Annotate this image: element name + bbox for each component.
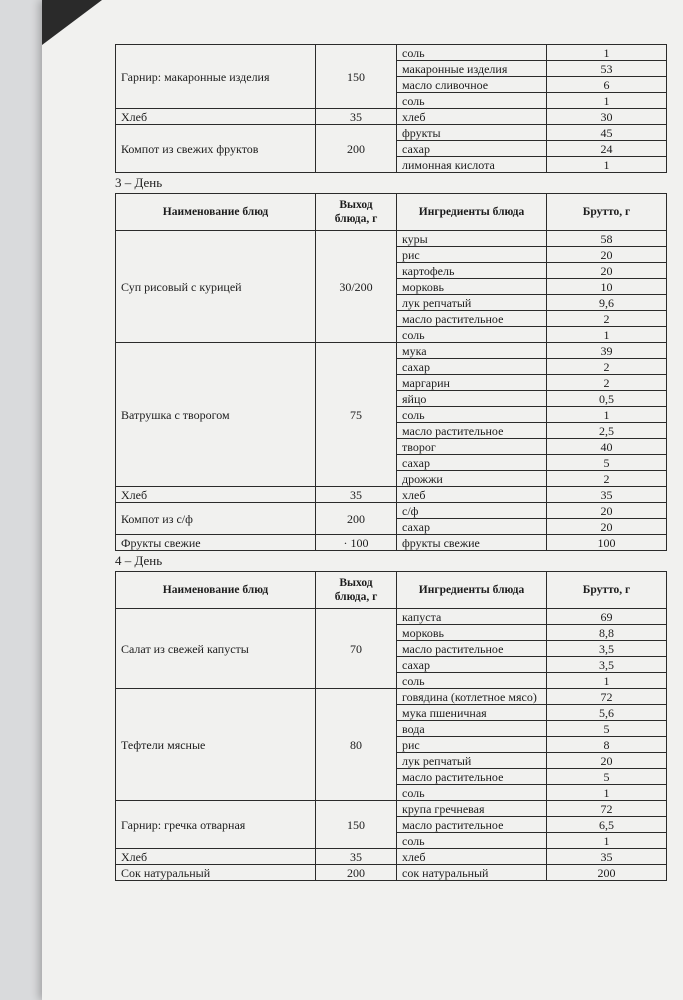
- day-3-title: 3 – День: [115, 175, 163, 190]
- dish-name: Хлеб: [116, 849, 316, 865]
- dish-name: Фрукты свежие: [116, 535, 316, 551]
- table-row: [116, 125, 667, 141]
- ingredient-brutto: 9,6: [547, 295, 667, 311]
- ingredient-name: соль: [397, 407, 547, 423]
- ingredient-brutto: 35: [547, 849, 667, 865]
- ingredient-name: творог: [397, 439, 547, 455]
- ingredient-name: фрукты свежие: [397, 535, 547, 551]
- ingredient-brutto: 30: [547, 109, 667, 125]
- ingredient-name: дрожжи: [397, 471, 547, 487]
- dish-output: 35: [316, 849, 397, 865]
- ingredient-brutto: 2: [547, 311, 667, 327]
- page-corner-shadow: [42, 0, 102, 45]
- ingredient-name: сок натуральный: [397, 865, 547, 881]
- ingredient-name: лук репчатый: [397, 753, 547, 769]
- header-ingredients: Ингредиенты блюда: [397, 572, 547, 609]
- ingredient-name: маргарин: [397, 375, 547, 391]
- ingredient-brutto: 3,5: [547, 657, 667, 673]
- dish-output: 35: [316, 487, 397, 503]
- ingredient-name: сахар: [397, 657, 547, 673]
- ingredient-name: крупа гречневая: [397, 801, 547, 817]
- table-row: [116, 231, 667, 247]
- ingredient-name: сахар: [397, 141, 547, 157]
- ingredient-brutto: 5: [547, 769, 667, 785]
- ingredient-brutto: 2: [547, 471, 667, 487]
- ingredient-brutto: 3,5: [547, 641, 667, 657]
- ingredient-brutto: 20: [547, 247, 667, 263]
- ingredient-brutto: 0,5: [547, 391, 667, 407]
- dish-output: 200: [316, 125, 397, 173]
- dish-name: Суп рисовый с курицей: [116, 231, 316, 343]
- ingredient-brutto: 1: [547, 327, 667, 343]
- ingredient-brutto: 1: [547, 93, 667, 109]
- ingredient-brutto: 20: [547, 519, 667, 535]
- ingredient-brutto: 5: [547, 721, 667, 737]
- dish-name: Хлеб: [116, 487, 316, 503]
- ingredient-name: соль: [397, 673, 547, 689]
- ingredient-name: соль: [397, 93, 547, 109]
- table-header-row: [116, 194, 667, 231]
- dish-output: 30/200: [316, 231, 397, 343]
- ingredient-brutto: 35: [547, 487, 667, 503]
- ingredient-brutto: 20: [547, 753, 667, 769]
- table-row: [116, 609, 667, 625]
- header-output: Выход блюда, г: [316, 572, 397, 609]
- table-top-block: [115, 44, 667, 173]
- dish-name: Компот из свежих фруктов: [116, 125, 316, 173]
- ingredient-name: яйцо: [397, 391, 547, 407]
- ingredient-name: соль: [397, 833, 547, 849]
- ingredient-name: картофель: [397, 263, 547, 279]
- table-row: [116, 343, 667, 359]
- ingredient-brutto: 8: [547, 737, 667, 753]
- ingredient-name: лук репчатый: [397, 295, 547, 311]
- ingredient-name: хлеб: [397, 849, 547, 865]
- table-row: [116, 45, 667, 61]
- ingredient-brutto: 72: [547, 689, 667, 705]
- dish-output: 150: [316, 45, 397, 109]
- table-row: [116, 689, 667, 705]
- table-row: [116, 865, 667, 881]
- ingredient-brutto: 1: [547, 157, 667, 173]
- table-day-4: [115, 571, 667, 881]
- ingredient-brutto: 5: [547, 455, 667, 471]
- dish-output: 80: [316, 689, 397, 801]
- ingredient-brutto: 72: [547, 801, 667, 817]
- ingredient-brutto: 200: [547, 865, 667, 881]
- ingredient-name: масло растительное: [397, 817, 547, 833]
- ingredient-name: мука пшеничная: [397, 705, 547, 721]
- ingredient-name: мука: [397, 343, 547, 359]
- dish-name: Сок натуральный: [116, 865, 316, 881]
- dish-name: Тефтели мясные: [116, 689, 316, 801]
- ingredient-brutto: 45: [547, 125, 667, 141]
- table-row: [116, 487, 667, 503]
- ingredient-brutto: 6: [547, 77, 667, 93]
- header-dish: Наименование блюд: [116, 572, 316, 609]
- ingredient-brutto: 2: [547, 375, 667, 391]
- dish-output: 35: [316, 109, 397, 125]
- table-day-3: [115, 193, 667, 551]
- ingredient-brutto: 53: [547, 61, 667, 77]
- ingredient-name: масло растительное: [397, 769, 547, 785]
- ingredient-name: вода: [397, 721, 547, 737]
- dish-name: Ватрушка с творогом: [116, 343, 316, 487]
- ingredient-name: куры: [397, 231, 547, 247]
- dish-name: Салат из свежей капусты: [116, 609, 316, 689]
- ingredient-brutto: 58: [547, 231, 667, 247]
- table-header-row: [116, 572, 667, 609]
- ingredient-brutto: 1: [547, 673, 667, 689]
- ingredient-brutto: 20: [547, 503, 667, 519]
- ingredient-brutto: 100: [547, 535, 667, 551]
- dish-name: Компот из с/ф: [116, 503, 316, 535]
- ingredient-name: морковь: [397, 279, 547, 295]
- ingredient-name: рис: [397, 247, 547, 263]
- ingredient-name: лимонная кислота: [397, 157, 547, 173]
- ingredient-name: масло растительное: [397, 311, 547, 327]
- table-row: [116, 535, 667, 551]
- menu-content: [115, 44, 666, 881]
- dish-output: 200: [316, 865, 397, 881]
- ingredient-name: капуста: [397, 609, 547, 625]
- ingredient-name: сахар: [397, 359, 547, 375]
- ingredient-brutto: 6,5: [547, 817, 667, 833]
- ingredient-brutto: 1: [547, 45, 667, 61]
- ingredient-brutto: 39: [547, 343, 667, 359]
- ingredient-brutto: 1: [547, 407, 667, 423]
- ingredient-name: масло растительное: [397, 423, 547, 439]
- ingredient-name: хлеб: [397, 487, 547, 503]
- ingredient-name: макаронные изделия: [397, 61, 547, 77]
- ingredient-name: хлеб: [397, 109, 547, 125]
- ingredient-brutto: 2: [547, 359, 667, 375]
- ingredient-brutto: 24: [547, 141, 667, 157]
- dish-output: 150: [316, 801, 397, 849]
- ingredient-name: соль: [397, 785, 547, 801]
- ingredient-name: масло растительное: [397, 641, 547, 657]
- table-row: [116, 503, 667, 519]
- ingredient-brutto: 1: [547, 785, 667, 801]
- header-dish: Наименование блюд: [116, 194, 316, 231]
- ingredient-name: соль: [397, 327, 547, 343]
- ingredient-name: сахар: [397, 455, 547, 471]
- ingredient-name: морковь: [397, 625, 547, 641]
- dish-name: Гарнир: гречка отварная: [116, 801, 316, 849]
- header-ingredients: Ингредиенты блюда: [397, 194, 547, 231]
- ingredient-name: рис: [397, 737, 547, 753]
- ingredient-brutto: 2,5: [547, 423, 667, 439]
- dish-name: Хлеб: [116, 109, 316, 125]
- ingredient-name: соль: [397, 45, 547, 61]
- ingredient-brutto: 8,8: [547, 625, 667, 641]
- document-page: [42, 0, 683, 1000]
- header-brutto: Брутто, г: [547, 572, 667, 609]
- ingredient-brutto: 40: [547, 439, 667, 455]
- table-row: [116, 801, 667, 817]
- ingredient-name: говядина (котлетное мясо): [397, 689, 547, 705]
- ingredient-brutto: 10: [547, 279, 667, 295]
- day-4-title: 4 – День: [115, 553, 163, 568]
- ingredient-brutto: 69: [547, 609, 667, 625]
- ingredient-name: с/ф: [397, 503, 547, 519]
- dish-output: · 100: [316, 535, 397, 551]
- ingredient-name: сахар: [397, 519, 547, 535]
- table-row: [116, 109, 667, 125]
- header-output: Выход блюда, г: [316, 194, 397, 231]
- ingredient-brutto: 5,6: [547, 705, 667, 721]
- dish-name: Гарнир: макаронные изделия: [116, 45, 316, 109]
- header-brutto: Брутто, г: [547, 194, 667, 231]
- dish-output: 200: [316, 503, 397, 535]
- ingredient-brutto: 1: [547, 833, 667, 849]
- table-row: [116, 849, 667, 865]
- dish-output: 70: [316, 609, 397, 689]
- ingredient-name: масло сливочное: [397, 77, 547, 93]
- dish-output: 75: [316, 343, 397, 487]
- ingredient-name: фрукты: [397, 125, 547, 141]
- ingredient-brutto: 20: [547, 263, 667, 279]
